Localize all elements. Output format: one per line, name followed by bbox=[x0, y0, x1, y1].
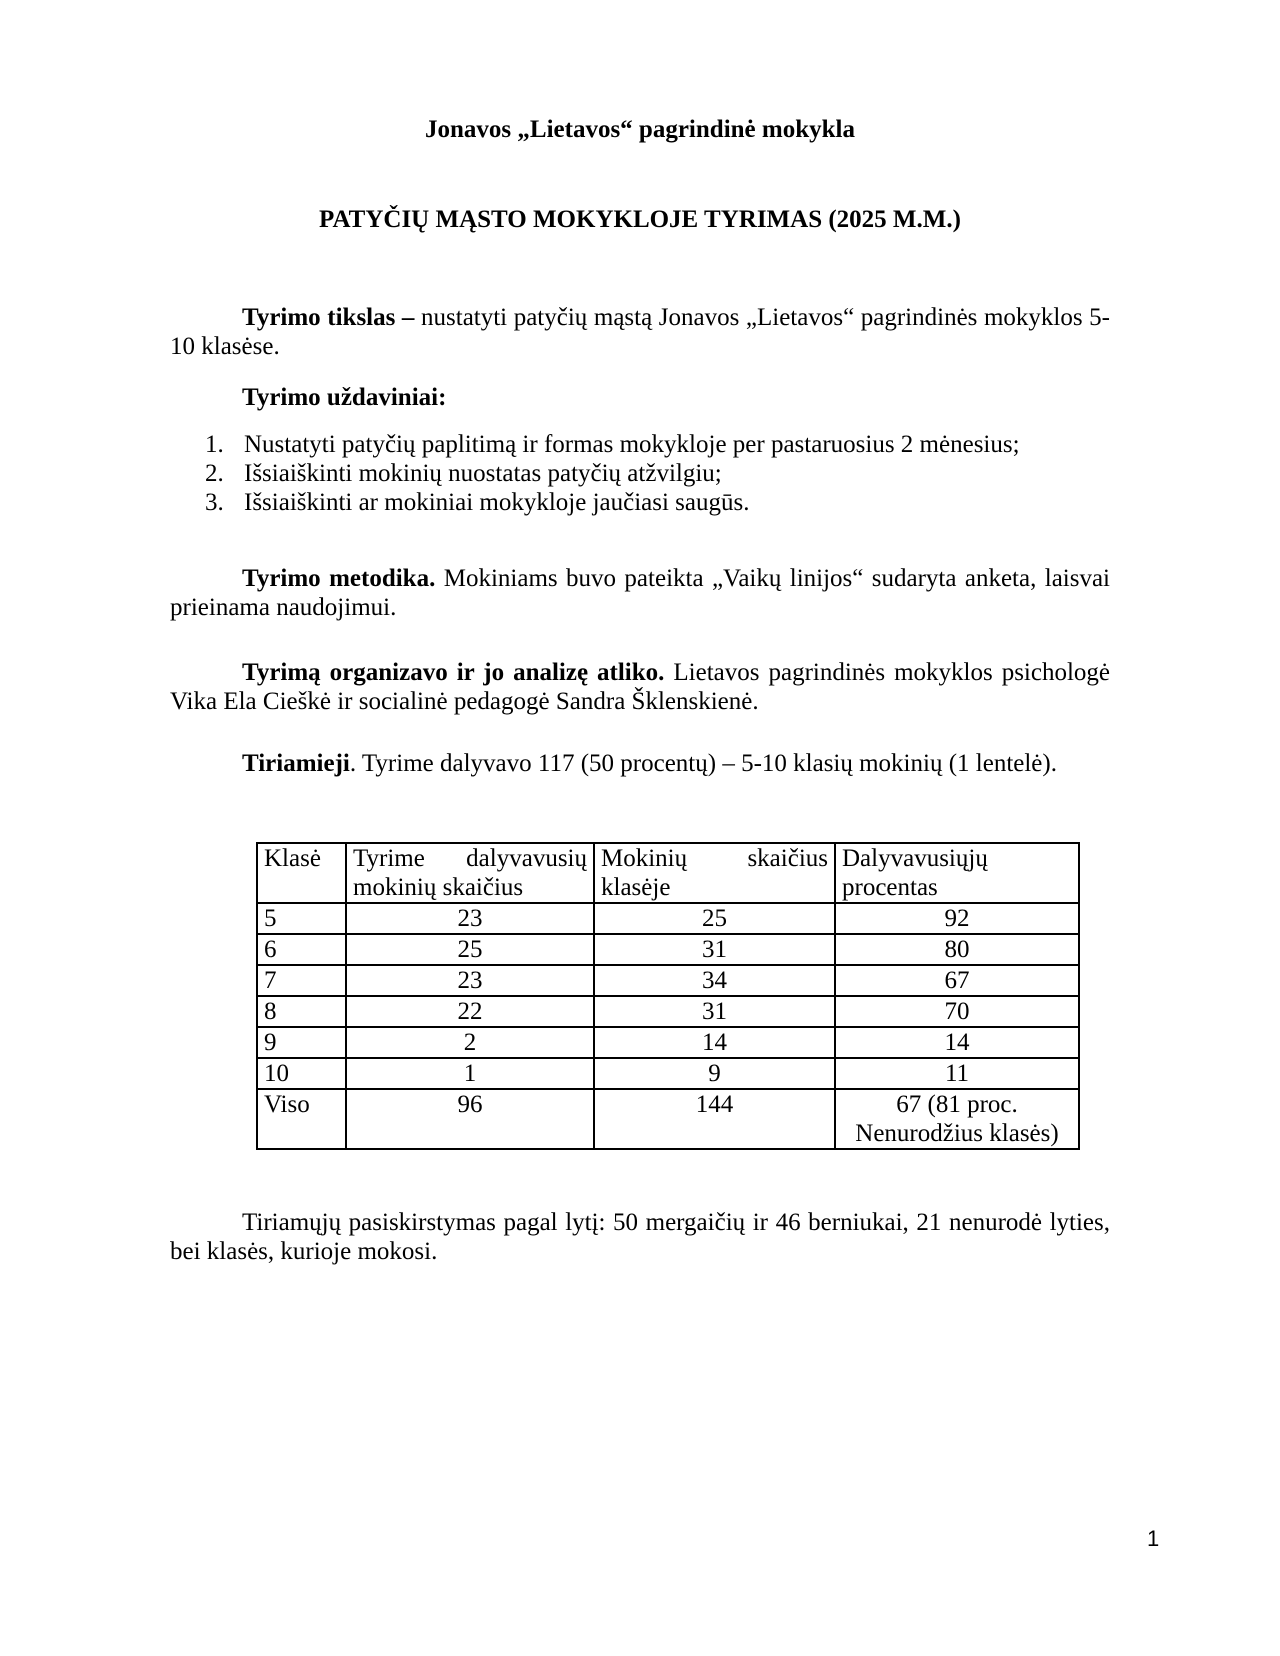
method-text: Mokiniams buvo pateikta „Vaikų linijos“ sudaryta anketa, laisvai prieinama naudojimui. bbox=[170, 565, 1111, 621]
table-cell: 9 bbox=[594, 1058, 835, 1089]
table-cell: 25 bbox=[346, 934, 594, 965]
table-row bbox=[257, 903, 1079, 934]
organizers-paragraph bbox=[170, 658, 1110, 716]
table-cell: 11 bbox=[835, 1058, 1079, 1089]
list-item-number: 2. bbox=[205, 460, 224, 487]
table-cell: 67 (81 proc. Nenurodžius klasės) bbox=[835, 1089, 1079, 1149]
method-label: Tyrimo metodika. bbox=[242, 565, 436, 592]
table-cell: 67 bbox=[835, 965, 1079, 996]
table-cell: 14 bbox=[594, 1027, 835, 1058]
goal-text: nustatyti patyčių mąstą Jonavos „Lietavos“ pagrindinės mokyklos 5-10 klasėse. bbox=[170, 304, 1111, 360]
participants-paragraph bbox=[170, 749, 1110, 778]
table-cell: 2 bbox=[346, 1027, 594, 1058]
method-paragraph bbox=[170, 564, 1110, 622]
table-cell: 25 bbox=[594, 903, 835, 934]
school-title: Jonavos „Lietavos“ pagrindinė mokykla bbox=[425, 116, 855, 143]
list-item-number: 1. bbox=[205, 431, 224, 458]
table-row bbox=[257, 965, 1079, 996]
gender-paragraph: Tiriamųjų pasiskirstymas pagal lytį: 50 mergaičių ir 46 berniukai, 21 nenurodė lyties, bei klasės, kurioje mokosi. bbox=[170, 1209, 1110, 1265]
table-cell: 80 bbox=[835, 934, 1079, 965]
table-row-total bbox=[257, 1089, 1079, 1149]
organizers-text: Lietavos pagrindinės mokyklos psichologė Vika Ela Cieškė ir socialinė pedagogė Sandra Šklenskienė. bbox=[170, 659, 1111, 715]
list-item bbox=[205, 459, 1110, 488]
objectives-heading: Tyrimo uždaviniai: bbox=[242, 384, 447, 411]
table-cell: 31 bbox=[594, 996, 835, 1027]
table-header-dalyvavusiu: Tyrime dalyvavusių mokinių skaičius bbox=[346, 843, 594, 903]
document-content bbox=[170, 0, 1110, 1266]
report-title: PATYČIŲ MĄSTO MOKYKLOJE TYRIMAS (2025 M.M.) bbox=[319, 206, 961, 233]
table-cell: 144 bbox=[594, 1089, 835, 1149]
organizers-label: Tyrimą organizavo ir jo analizę atliko. bbox=[242, 659, 665, 686]
table-cell: 8 bbox=[257, 996, 346, 1027]
list-item bbox=[205, 430, 1110, 459]
table-header-klase: Klasė bbox=[257, 843, 346, 903]
table-cell: 23 bbox=[346, 903, 594, 934]
objectives-list bbox=[170, 430, 1110, 517]
table-cell: 1 bbox=[346, 1058, 594, 1089]
table-row bbox=[257, 934, 1079, 965]
table-header-row bbox=[257, 843, 1079, 903]
list-item-text: Išsiaiškinti mokinių nuostatas patyčių atžvilgiu; bbox=[244, 460, 722, 487]
table-cell: Viso bbox=[257, 1089, 346, 1149]
participants-label: Tiriamieji bbox=[242, 750, 350, 777]
page-number: 1 bbox=[1147, 1526, 1160, 1551]
table-row bbox=[257, 996, 1079, 1027]
table-cell: 7 bbox=[257, 965, 346, 996]
list-item-text: Išsiaiškinti ar mokiniai mokykloje jaučiasi saugūs. bbox=[244, 489, 750, 516]
participants-text: . Tyrime dalyvavo 117 (50 procentų) – 5-10 klasių mokinių (1 lentelė). bbox=[349, 750, 1057, 777]
table-cell: 6 bbox=[257, 934, 346, 965]
table-cell: 23 bbox=[346, 965, 594, 996]
table-cell: 22 bbox=[346, 996, 594, 1027]
table-header-mokiniu-skaicius: Mokinių skaičius klasėje bbox=[594, 843, 835, 903]
goal-label: Tyrimo tikslas – bbox=[242, 304, 415, 331]
table-cell: 31 bbox=[594, 934, 835, 965]
participation-table bbox=[256, 842, 1080, 1150]
table-row bbox=[257, 1027, 1079, 1058]
table-cell: 92 bbox=[835, 903, 1079, 934]
table-cell: 9 bbox=[257, 1027, 346, 1058]
table-cell: 70 bbox=[835, 996, 1079, 1027]
table-row bbox=[257, 1058, 1079, 1089]
table-cell: 10 bbox=[257, 1058, 346, 1089]
list-item-number: 3. bbox=[205, 489, 224, 516]
list-item-text: Nustatyti patyčių paplitimą ir formas mokykloje per pastaruosius 2 mėnesius; bbox=[244, 431, 1020, 458]
list-item bbox=[205, 488, 1110, 517]
table-cell: 34 bbox=[594, 965, 835, 996]
table-cell: 14 bbox=[835, 1027, 1079, 1058]
table-cell: 5 bbox=[257, 903, 346, 934]
table-header-procentas: Dalyvavusiųjų procentas bbox=[835, 843, 1079, 903]
goal-paragraph bbox=[170, 303, 1110, 361]
table-cell: 96 bbox=[346, 1089, 594, 1149]
